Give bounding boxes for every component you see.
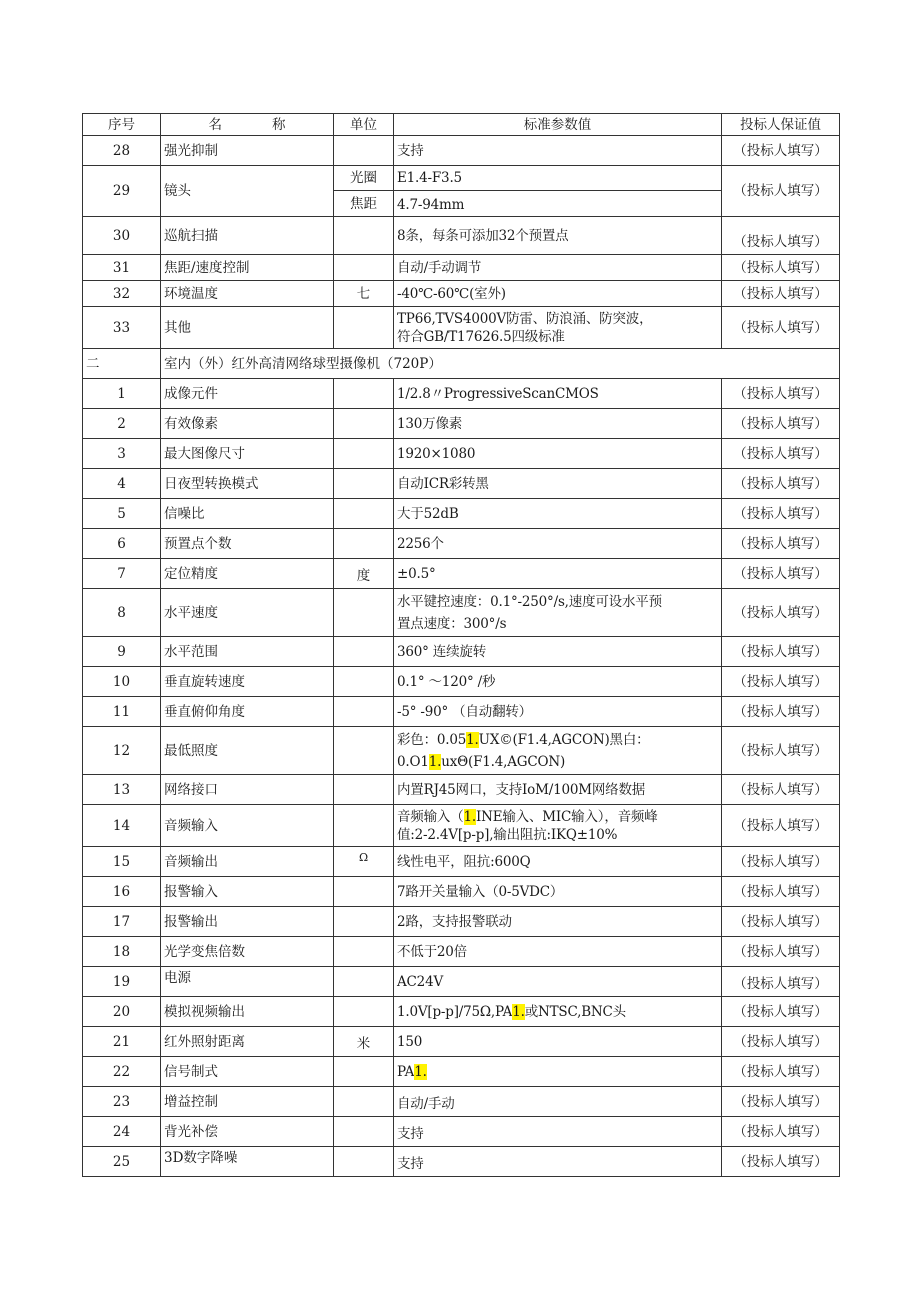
table-row: 5 信噪比 大于52dB （投标人填写） (83, 499, 840, 529)
table-row: 15 音频输出 Ω 线性电平，阻抗:600Q （投标人填写） (83, 847, 840, 877)
header-row (83, 114, 840, 136)
table-row: 13 网络接口 内置RJ45网口，支持IoM/100M网络数据 （投标人填写） (83, 775, 840, 805)
table-row: 6 预置点个数 2256个 （投标人填写） (83, 529, 840, 559)
header-guarantee: 投标人保证值 (722, 114, 840, 136)
section-number: 二 (83, 349, 161, 379)
table-row: 17 报警输出 2路，支持报警联动 （投标人填写） (83, 907, 840, 937)
table-row: 25 3D数字降噪 支持 （投标人填写） (83, 1147, 840, 1177)
header-unit: 单位 (334, 114, 394, 136)
table-row: 10 垂直旋转速度 0.1° ～120° /秒 （投标人填写） (83, 667, 840, 697)
table-row: 11 垂直俯仰角度 -5° -90° （自动翻转） （投标人填写） (83, 697, 840, 727)
header-standard: 标准参数值 (394, 114, 722, 136)
table-row: 4 日夜型转换模式 自动ICR彩转黑 （投标人填写） (83, 469, 840, 499)
table-row: 19 电源 AC24V （投标人填写） (83, 967, 840, 997)
table-row: 8 水平速度 水平键控速度：0.1°-250°/s,速度可设水平预 置点速度：300°/s （投标人填写） (83, 589, 840, 637)
table-row: 23 增益控制 自动/手动 （投标人填写） (83, 1087, 840, 1117)
table-row: 14 音频输入 音频输入（1.INE输入、MIC输入），音频峰 值:2-2.4V[p-p],输出阻抗:IKQ±10% （投标人填写） (83, 805, 840, 847)
table-row: 31 焦距/速度控制 自动/手动调节 （投标人填写） (83, 255, 840, 281)
table-row: 30 巡航扫描 8条，每条可添加32个预置点 （投标人填写） (83, 217, 840, 255)
header-name: 名 称 (161, 114, 334, 136)
section-title: 室内（外）红外高清网络球型摄像机（720P） (161, 349, 840, 379)
table-row: 7 定位精度 度 ±0.5° （投标人填写） (83, 559, 840, 589)
table-row: 22 信号制式 PA1. （投标人填写） (83, 1057, 840, 1087)
table-row: 24 背光补偿 支持 （投标人填写） (83, 1117, 840, 1147)
header-no: 序号 (83, 114, 161, 136)
table-row: 33 其他 TP66,TVS4000V防雷、防浪涌、防突波， 符合GB/T17626.5四级标准 （投标人填写） (83, 307, 840, 349)
table-row: 焦距 4.7-94mm (83, 191, 840, 217)
table-row: 16 报警输入 7路开关量输入（0-5VDC） （投标人填写） (83, 877, 840, 907)
table-row: 9 水平范围 360° 连续旋转 （投标人填写） (83, 637, 840, 667)
table-row: 12 最低照度 彩色：0.051.UX©(F1.4,AGCON)黑白： 0.O11.uxΘ(F1.4,AGCON) （投标人填写） (83, 727, 840, 775)
table-row: 3 最大图像尺寸 1920×1080 （投标人填写） (83, 439, 840, 469)
spec-table (82, 113, 840, 1177)
table-row: 28 强光抑制 支持 （投标人填写） (83, 136, 840, 166)
table-row: 18 光学变焦倍数 不低于20倍 （投标人填写） (83, 937, 840, 967)
table-row: 20 模拟视频输出 1.0V[p-p]/75Ω,PA1.或NTSC,BNC头 （投标人填写） (83, 997, 840, 1027)
table-row: 29 镜头 光圈 E1.4-F3.5 （投标人填写） (83, 166, 840, 191)
table-row: 32 环境温度 七 -40℃-60℃(室外) （投标人填写） (83, 281, 840, 307)
table-row: 21 红外照射距离 米 150 （投标人填写） (83, 1027, 840, 1057)
table-row: 1 成像元件 1/2.8〃ProgressiveScanCMOS （投标人填写） (83, 379, 840, 409)
section-row (83, 349, 840, 379)
table-row: 2 有效像素 130万像素 （投标人填写） (83, 409, 840, 439)
